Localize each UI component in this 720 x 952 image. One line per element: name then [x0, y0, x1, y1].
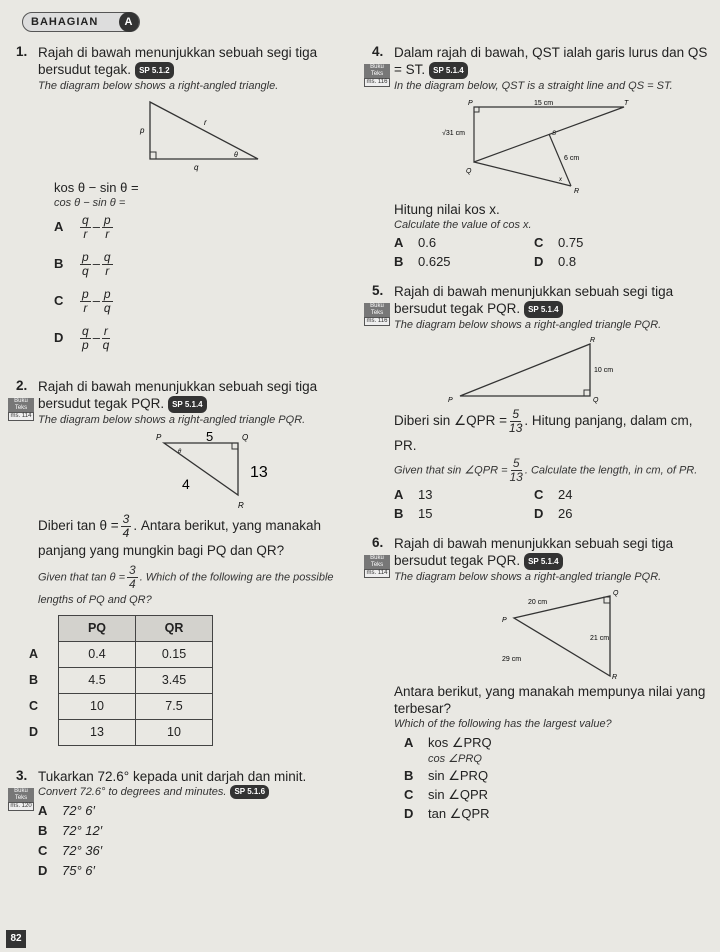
option-a[interactable]: A 72° 6′ — [38, 802, 95, 818]
sp-badge: SP 5.1.4 — [168, 396, 207, 413]
question-text-ms: Dalam rajah di bawah, QST ialah garis lurus dan QS = ST. — [394, 45, 708, 77]
textbook-ref: Buku Teks ms. 116 — [364, 303, 390, 326]
label-theta: θ — [178, 448, 182, 455]
question-2 — [8, 378, 353, 746]
question-number: 3. — [16, 767, 28, 783]
question-number: 2. — [16, 377, 28, 393]
textbook-ref: Buku Teks ms. 114 — [8, 398, 34, 421]
question-1 — [8, 44, 353, 362]
textbook-ref: Buku Teks ms. 116 — [364, 64, 390, 87]
fraction: $\frac{p}{q}$ — [103, 286, 111, 315]
option-d[interactable]: D 26 — [534, 505, 573, 521]
question-3 — [8, 768, 353, 881]
table-row[interactable]: C 10 7.5 — [28, 693, 213, 719]
section-letter: A — [119, 12, 139, 32]
given-en: Given that sin ∠QPR = $\frac{5}{13}$ . Calculate the length, in cm, of PR. — [394, 455, 698, 484]
label-p: P — [156, 432, 162, 442]
table-row[interactable]: B 4.5 3.45 — [28, 667, 213, 693]
label-q: q — [194, 162, 199, 172]
ask-en: Which of the following has the largest value? — [394, 717, 612, 730]
option-a-en: cos ∠PRQ — [428, 752, 482, 765]
option-d[interactable]: D $\frac{q}{p}$ – $\frac{r}{q}$ — [54, 323, 110, 352]
label-r: R — [238, 500, 244, 510]
ask-ms: Hitung nilai kos x. — [394, 201, 500, 217]
fraction: $\frac{q}{r}$ — [103, 249, 111, 278]
option-a[interactable]: A kos ∠PRQ — [404, 734, 492, 750]
handwritten-note: 13 — [250, 463, 268, 481]
q6-options — [404, 733, 716, 823]
col-pq: PQ — [59, 615, 136, 641]
option-c[interactable]: C sin ∠QPR — [404, 786, 489, 802]
triangle-diagram-q2 — [148, 431, 288, 511]
svg-text:21 cm: 21 cm — [590, 634, 610, 642]
question-number: 5. — [372, 282, 384, 298]
question-text-ms: Rajah di bawah menunjukkan sebuah segi tiga bersudut tegak. — [38, 45, 318, 77]
table-row[interactable]: A 0.4 0.15 — [28, 641, 213, 667]
expression-ms: kos θ − sin θ = — [54, 179, 139, 195]
option-c[interactable]: C $\frac{p}{r}$ – $\frac{p}{q}$ — [54, 286, 111, 315]
svg-text:S: S — [552, 130, 557, 137]
option-a[interactable]: A $\frac{q}{r}$ – $\frac{p}{r}$ — [54, 212, 111, 241]
option-b[interactable]: B sin ∠PRQ — [404, 767, 489, 783]
question-text-en: The diagram below shows a right-angled triangle PQR. — [394, 318, 662, 331]
label-p: p — [140, 125, 145, 135]
question-text-ms: Rajah di bawah menunjukkan sebuah segi tiga bersudut tegak PQR. — [394, 283, 674, 316]
given-ms: Diberi sin ∠QPR = $\frac{5}{13}$ . Hitung panjang, dalam cm, PR. — [394, 406, 693, 453]
svg-text:Q: Q — [593, 396, 599, 404]
fraction: $\frac{q}{p}$ — [82, 323, 89, 352]
ask-en: Calculate the value of cos x. — [394, 218, 532, 231]
question-text-en: The diagram below shows a right-angled triangle PQR. — [38, 413, 306, 426]
sp-badge: SP 5.1.4 — [524, 553, 563, 570]
question-number: 6. — [372, 534, 384, 550]
label-theta: θ — [234, 151, 238, 159]
options-table — [28, 615, 213, 746]
table-row[interactable]: D 13 10 — [28, 719, 213, 745]
svg-text:x: x — [559, 176, 562, 183]
fraction: $\frac{p}{q}$ — [82, 249, 89, 278]
question-text-en: The diagram below shows a right-angled triangle. — [38, 79, 279, 92]
question-text-ms: Tukarkan 72.6° kepada unit darjah dan minit. — [38, 768, 307, 784]
fraction: $\frac{r}{q}$ — [102, 323, 110, 352]
option-d[interactable]: D tan ∠QPR — [404, 805, 490, 821]
question-5 — [364, 283, 716, 521]
q4-options — [394, 235, 716, 269]
svg-text:10 cm: 10 cm — [594, 366, 614, 374]
sp-badge: SP 5.1.4 — [429, 62, 468, 79]
option-letter: A — [54, 218, 64, 234]
textbook-ref: Buku Teks ms. 120 — [8, 788, 34, 811]
option-b[interactable]: B 72° 12′ — [38, 822, 103, 838]
fraction: $\frac{q}{r}$ — [82, 212, 89, 241]
option-a[interactable]: A 13 — [394, 486, 433, 502]
given-ms: Diberi tan θ = $\frac{3}{4}$ . Antara berikut, yang manakah panjang yang mungkin bagi PQ dan QR? — [38, 511, 321, 558]
svg-text:P: P — [448, 396, 453, 404]
svg-text:6 cm: 6 cm — [564, 154, 580, 162]
right-column — [364, 44, 716, 823]
svg-text:R: R — [612, 673, 618, 681]
svg-text:Q: Q — [466, 167, 472, 175]
option-letter: B — [54, 255, 64, 271]
option-d[interactable]: D 75° 6′ — [38, 862, 95, 878]
handwritten-note: 4 — [182, 475, 190, 492]
question-text-en: Convert 72.6° to degrees and minutes. — [38, 785, 227, 798]
question-6 — [364, 535, 716, 823]
col-qr: QR — [136, 615, 213, 641]
ask-ms: Antara berikut, yang manakah mempunya nilai yang terbesar? — [394, 683, 706, 716]
label-q: Q — [242, 432, 249, 442]
svg-text:P: P — [468, 99, 473, 107]
handwritten-note: 5 — [206, 430, 214, 444]
option-c[interactable]: C 0.75 — [534, 234, 584, 250]
option-c[interactable]: C 72° 36′ — [38, 842, 103, 858]
svg-text:T: T — [624, 99, 629, 107]
option-c[interactable]: C 24 — [534, 486, 573, 502]
sp-badge: SP 5.1.2 — [135, 62, 174, 79]
option-letter: D — [54, 329, 64, 345]
option-b[interactable]: B 0.625 — [394, 253, 451, 269]
question-text-en: In the diagram below, QST is a straight line and QS = ST. — [394, 79, 673, 92]
svg-text:R: R — [590, 336, 596, 344]
svg-text:29 cm: 29 cm — [502, 655, 522, 663]
triangle-diagram-q1 — [138, 99, 268, 174]
label-r: r — [204, 117, 207, 127]
sp-badge: SP 5.1.6 — [230, 785, 269, 799]
sp-badge: SP 5.1.4 — [524, 301, 563, 318]
page-number: 82 — [6, 930, 26, 948]
question-number: 4. — [372, 44, 384, 59]
svg-text:P: P — [502, 616, 507, 624]
question-text-ms: Rajah di bawah menunjukkan sebuah segi tiga bersudut tegak PQR. — [38, 378, 318, 411]
expression-en: cos θ − sin θ = — [54, 196, 126, 209]
q1-options — [54, 214, 353, 362]
textbook-ref: Buku Teks ms. 114 — [364, 555, 390, 578]
question-text-ms: Rajah di bawah menunjukkan sebuah segi tiga bersudut tegak PQR. — [394, 535, 674, 568]
given-en: Given that tan θ = $\frac{3}{4}$ . Which of the following are the possible lengths of PQ and QR? — [38, 562, 334, 606]
svg-text:20 cm: 20 cm — [528, 598, 548, 606]
fraction: $\frac{p}{r}$ — [82, 286, 89, 315]
option-b[interactable]: B 15 — [394, 505, 433, 521]
diagram-q4 — [434, 97, 644, 197]
question-text-en: The diagram below shows a right-angled triangle PQR. — [394, 570, 662, 583]
question-4 — [364, 44, 716, 269]
triangle-diagram-q6 — [500, 586, 640, 681]
svg-text:R: R — [574, 187, 580, 195]
section-header — [22, 12, 140, 32]
q5-options — [394, 487, 716, 521]
option-a[interactable]: A 0.6 — [394, 234, 437, 250]
option-letter: C — [54, 292, 64, 308]
option-d[interactable]: D 0.8 — [534, 253, 577, 269]
option-b[interactable]: B $\frac{p}{q}$ – $\frac{q}{r}$ — [54, 249, 111, 278]
question-number: 1. — [16, 44, 28, 59]
svg-text:√31 cm: √31 cm — [442, 129, 465, 137]
section-title: BAHAGIAN — [31, 16, 99, 28]
svg-text:Q: Q — [613, 589, 619, 597]
left-column — [8, 44, 353, 881]
fraction: $\frac{p}{r}$ — [103, 212, 111, 241]
q3-options — [38, 801, 353, 881]
triangle-diagram-q5 — [440, 334, 630, 406]
svg-text:15 cm: 15 cm — [534, 99, 554, 107]
